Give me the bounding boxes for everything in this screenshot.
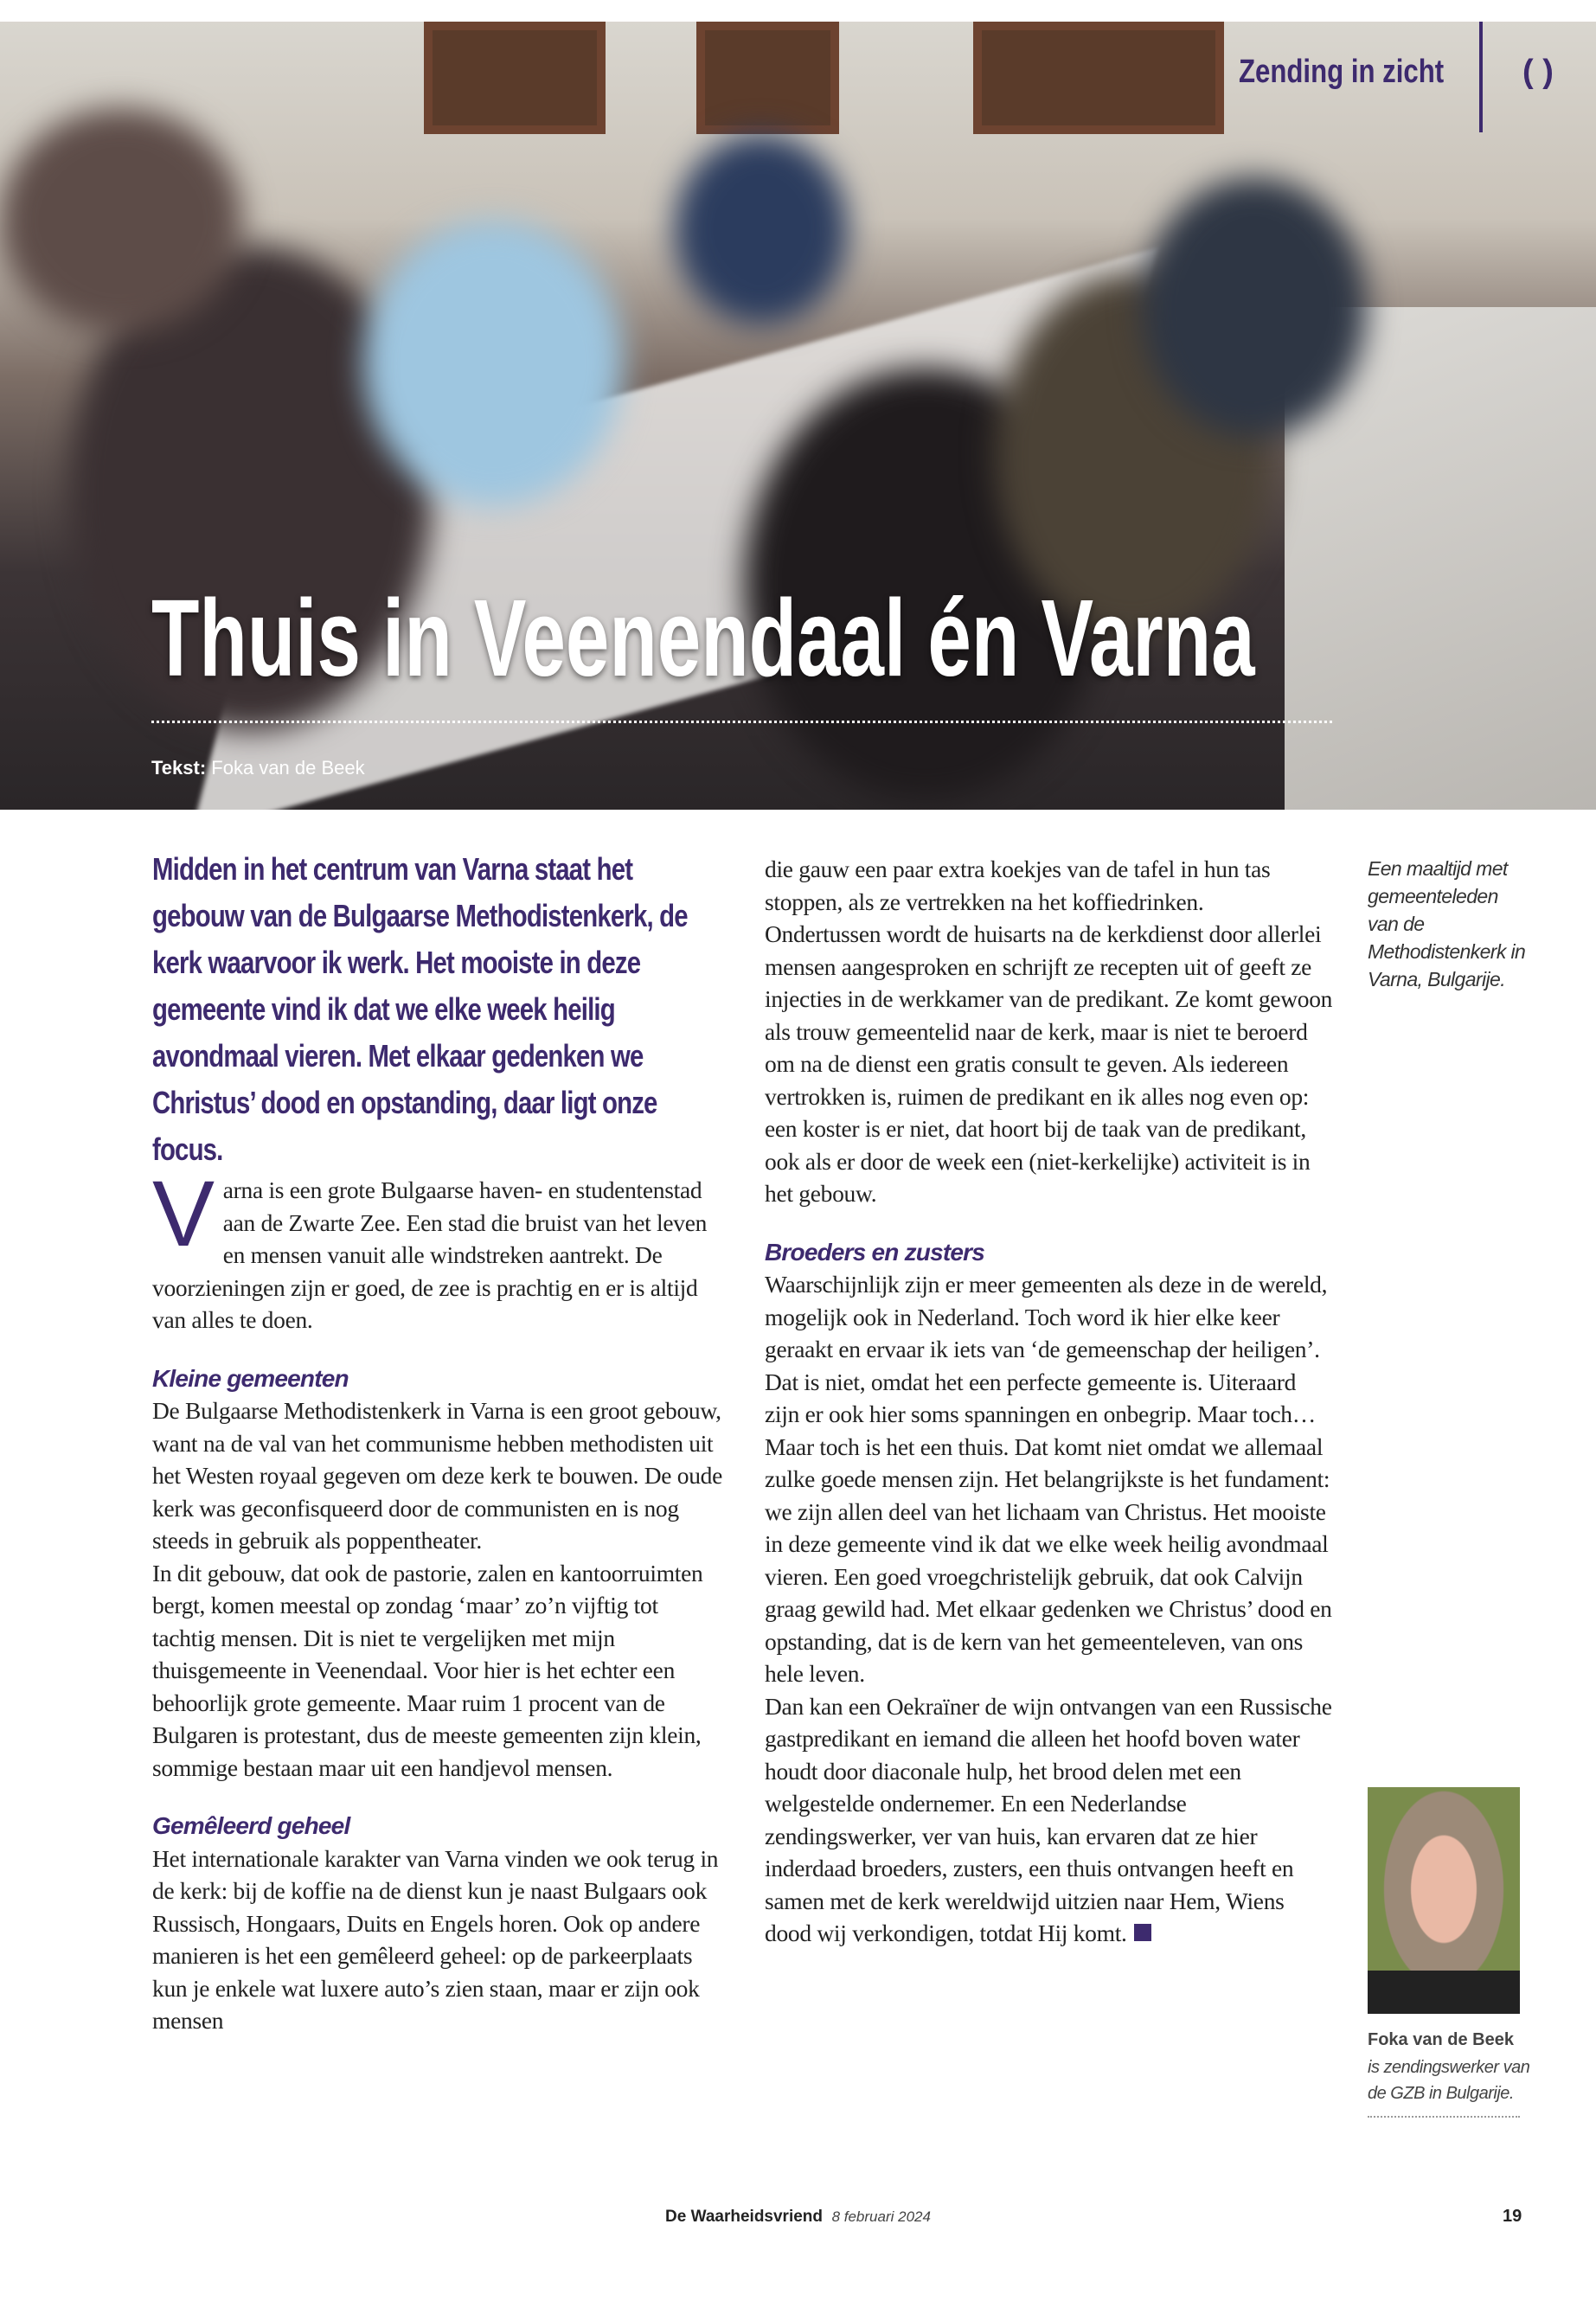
author-name: Foka van de Beek xyxy=(1368,2030,1514,2049)
photo-caption: Een maaltijd met gemeenteleden van de Methodistenkerk in Varna, Bulgarije. xyxy=(1368,857,1526,990)
paragraph: Waarschijnlijk zijn er meer gemeenten als deze in de wereld, mogelijk ook in Nederland. Toch word ik hier elke keer geraakt en ervaar ik iets van ‘de gemeenschap der heiligen’. Dat is niet, omdat het een perfecte gemeente is. Uiteraard zijn er ook hier soms spanningen en onbegrip. Maar toch… xyxy=(765,1271,1328,1427)
subheading: Kleine gemeenten xyxy=(152,1364,349,1392)
dotted-divider xyxy=(151,721,1332,723)
window xyxy=(696,22,839,134)
page-number: 19 xyxy=(1503,2207,1522,2226)
divider xyxy=(1479,22,1483,132)
section-mark: ( ) xyxy=(1522,54,1554,90)
window xyxy=(424,22,606,134)
subheading: Gemêleerd geheel xyxy=(152,1812,350,1839)
drop-cap: V xyxy=(152,1161,215,1266)
byline-label: Tekst: xyxy=(151,757,207,779)
scarf xyxy=(1368,1971,1520,2014)
guest xyxy=(363,221,623,506)
paragraph: die gauw een paar extra koekjes van de tafel in hun tas stoppen, als ze vertrekken na het koffiedrinken. xyxy=(765,856,1271,915)
footer xyxy=(0,2208,1596,2227)
paragraph: In dit gebouw, dat ook de pastorie, zalen en kantoorruimten bergt, komen meestal op zondag ‘maar’ zo’n vijftig tot tachtig mensen. Dit is niet te vergelijken met mijn thuisgemeente in Veenendaal. Voor hier is het echter een behoorlijk grote gemeente. Maar ruim 1 procent van de Bulgaren is protestant, dus de meeste gemeenten zijn klein, sommige bestaan maar uit een handjevol mensen. xyxy=(152,1559,703,1781)
guest xyxy=(0,108,242,333)
paragraph: De Bulgaarse Methodistenkerk in Varna is een groot gebouw, want na de val van het communisme hebben methodisten uit het Westen royaal gegeven om deze kerk te bouwen. De oude kerk was geconfisqueerd door de communisten en is nog steeds in gebruik als poppentheater. xyxy=(152,1397,723,1554)
section-label: Zending in zicht xyxy=(1239,54,1445,90)
paragraph: Ondertussen wordt de huisarts na de kerkdienst door allerlei mensen aangesproken en schrijft ze recepten uit of geeft ze injecties in de werkkamer van de predikant. Ze komt gewoon als trouw gemeentelid naar de kerk, maar is niet te beroerd om na de dienst een gratis consult te geven. Als iedereen vertrokken is, ruimen de predikant en ik alles nog even op: een koster is er niet, dat hoort bij de taak van de predikant, ook als er door de week een (niet-kerkelijke) activiteit is in het gebouw. xyxy=(765,920,1333,1207)
intro-text: arna is een grote Bulgaarse haven- en studentenstad aan de Zwarte Zee. Een stad die bruist van het leven en mensen vanuit alle windstreken aantrekt. De voorzieningen zijn er goed, de zee is prachtig en er is altijd van alles te doen. xyxy=(152,1176,708,1333)
dotted-divider xyxy=(1368,2116,1520,2118)
paragraph: Maar toch is het een thuis. Dat komt niet omdat we allemaal zulke goede mensen zijn. Het belangrijkste is het fundament: we zijn allen deel van het lichaam van Christus. Het mooiste in deze gemeente vind ik dat we elke week heilig avondmaal vieren. Een goed vroegchristelijk gebruik, dat ook Calvijn graag gewild had. Met elkaar gedenken we Christus’ dood en opstanding, dat is de kern van het gemeenteleven, van ons hele leven. xyxy=(765,1433,1332,1687)
paragraph xyxy=(765,1690,1336,1950)
subheading: Broeders en zusters xyxy=(765,1238,985,1266)
issue-date: 8 februari 2024 xyxy=(831,2208,931,2225)
window xyxy=(973,22,1224,134)
paragraph: Het internationale karakter van Varna vinden we ook terug in de kerk: bij de koffie na de dienst kun je naast Bulgaars ook Russisch, Hongaars, Duits en Engels horen. Ook op andere manieren is het een gemêleerd geheel: op de parkeerplaats kun je enkele wat luxere auto’s zien staan, maar er zijn ook mensen xyxy=(152,1844,719,2034)
publication-name: De Waarheidsvriend xyxy=(665,2208,824,2226)
intro-paragraph xyxy=(152,1161,725,1336)
paragraph-text: Dan kan een Oekraïner de wijn ontvangen van een Russische gastpredikant en iemand die alleen het hoofd boven water houdt door diaconale hulp, het brood delen met een welgestelde ondernemer. En een Nederlandse zendingswerker, ver van huis, kan ervaren dat ze hier inderdaad broeders, zusters, een thuis ontvangen heeft en samen met de kerk wereldwijd uitzien naar Hem, Wiens dood wij verkondigen, totdat Hij komt. xyxy=(765,1692,1332,1946)
article-title: Thuis in Veenendaal én Varna xyxy=(151,577,1255,699)
column-1 xyxy=(152,1161,725,2037)
guest xyxy=(1142,177,1367,437)
guest xyxy=(675,134,848,324)
column-2 xyxy=(765,853,1336,1950)
byline xyxy=(151,757,365,779)
byline-author: Foka van de Beek xyxy=(211,757,365,779)
author-photo xyxy=(1368,1787,1520,2014)
author-role: is zendingswerker van de GZB in Bulgarije. xyxy=(1368,2058,1530,2103)
end-mark-icon xyxy=(1134,1924,1151,1941)
lead-paragraph: Midden in het centrum van Varna staat het gebouw van de Bulgaarse Methodistenkerk, de kerk waarvoor ik werk. Het mooiste in deze gemeente vind ik dat we elke week heilig avondmaal vieren. Met elkaar gedenken we Christus’ dood en opstanding, daar ligt onze focus. xyxy=(152,851,688,1167)
